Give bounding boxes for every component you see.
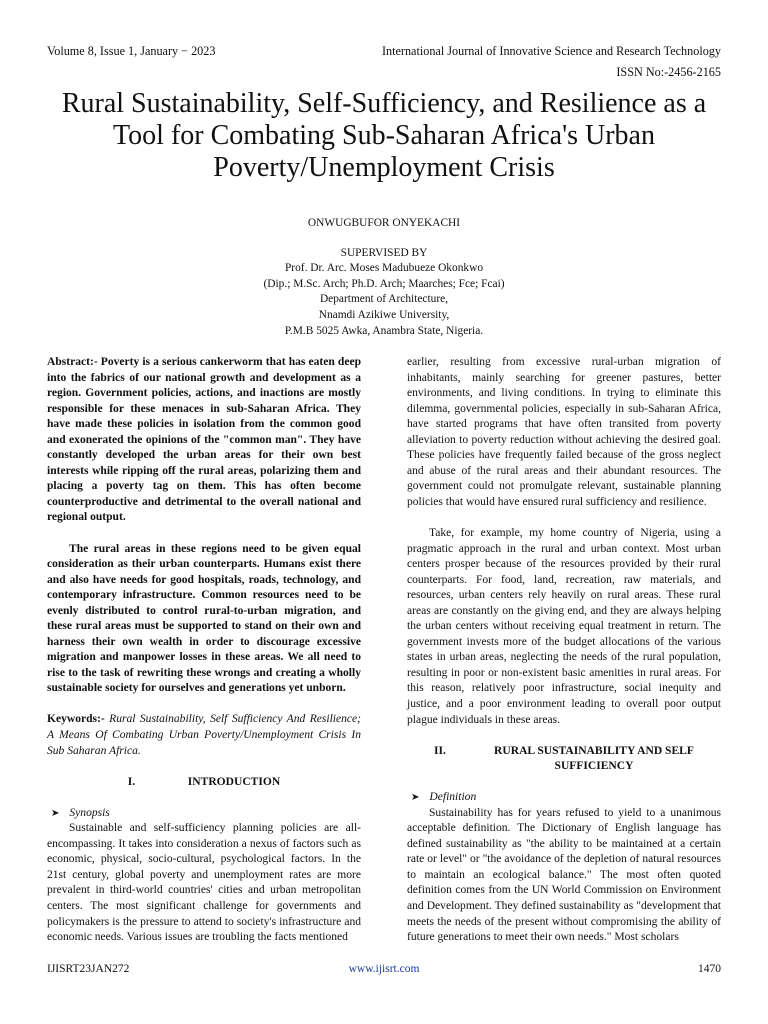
- left-column: [47, 355, 361, 946]
- arrow-bullet-icon: ➤: [51, 807, 60, 819]
- department: Department of Architecture,: [319, 293, 449, 306]
- supervisor-credentials: (Dip.; M.Sc. Arch; Ph.D. Arch; Maarches; Fce; Fcai): [263, 277, 505, 290]
- abstract-paragraph-2: The rural areas in these regions need to be given equal consideration as their urban counterparts. Humans exist there and also have needs for good hospitals, roads, technology, and contemporary infrastructure. Common resources need to be evenly distributed to control rural-to-urban migration, and these rural areas must be supported to stand on their own and harness their own wealth in order to discourage excessive migration and manpower losses in these areas. We all need to rise to the task of rewriting these wrongs and creating a wholly sustainable society for ourselves and generations yet unborn.: [47, 542, 361, 695]
- subheading-text: Synopsis: [69, 806, 110, 819]
- body-paragraph: Sustainability has for years refused to yield to a unanimous acceptable definition. The Dictionary of English language has defined sustainability as "the ability to be maintained at a certain rate or level" or "the avoidance of the depletion of natural resources to maintain an ecological balance." The most often quoted definition comes from the UN World Commission on Environment and Development. They defined sustainability as "development that meets the needs of the present without compromising the ability of future generations to meet their own needs." Most scholars: [407, 806, 721, 944]
- subheading-definition: [407, 790, 721, 806]
- section-title: [494, 744, 694, 775]
- section-heading-rural-sustainability: [407, 744, 721, 775]
- supervisor-name: Prof. Dr. Arc. Moses Madubueze Okonkwo: [284, 262, 484, 275]
- section-title-line-1: RURAL SUSTAINABILITY AND SELF: [494, 744, 694, 757]
- volume-issue: Volume 8, Issue 1, January − 2023: [47, 44, 216, 58]
- section-title: INTRODUCTION: [187, 775, 281, 788]
- section-number: II.: [434, 744, 446, 757]
- section-heading-introduction: [47, 775, 361, 791]
- keywords-label: Keywords:-: [47, 713, 105, 726]
- paper-title: Rural Sustainability, Self-Sufficiency, and Resilience as a Tool for Combating Sub-Saharan Africa's Urban Poverty/Unemployment Crisis: [61, 88, 707, 183]
- issn: ISSN No:-2456-2165: [616, 65, 721, 79]
- section-number: I.: [127, 775, 136, 788]
- subheading-text: Definition: [429, 791, 477, 804]
- paper-id: IJISRT23JAN272: [47, 963, 130, 975]
- supervised-by-label: SUPERVISED BY: [340, 246, 428, 259]
- arrow-bullet-icon: ➤: [411, 792, 420, 804]
- address: P.M.B 5025 Awka, Anambra State, Nigeria.: [284, 324, 484, 337]
- right-column: [407, 355, 721, 946]
- keywords: [47, 712, 361, 759]
- body-paragraph-2: Take, for example, my home country of Nigeria, using a pragmatic approach in the rural and urban context. Most urban centers prosper because of the resources provided by their rural counterparts. For food, land, recreation, raw materials, and resources, urban centers rely heavily on rural areas. These rural areas are constantly on the giving end, and they are always helping the urban centers without receiving equal treatment in return. The government invests more of the budget allocations of the various states in urban areas, neglecting the needs of the rural population, resulting in poor or non-existent basic amenities in rural areas. For this reason, relatively poor infrastructure, social inequity and justice, and a poor environment leading to overall poor output plague individuals in these areas.: [407, 526, 721, 726]
- author-name: ONWUGBUFOR ONYEKACHI: [307, 217, 461, 229]
- section-title-line-2: SUFFICIENCY: [554, 760, 634, 773]
- keywords-text: Rural Sustainability, Self Sufficiency And Resilience; A Means Of Combating Urban Poverty/Unemployment Crisis In Sub Saharan Africa.: [47, 713, 361, 757]
- body-paragraph: Sustainable and self-sufficiency planning policies are all-encompassing. It takes into consideration a nexus of factors such as economic, physical, socio-cultural, psychological factors. In the 21st century, global poverty and unemployment rates are more prevalent in third-world countries' cities and urban metropolitan centers. The most significant challenge for governments and policymakers is the pressure to attend to society's infrastructure and economic needs. Various issues are troubling the facts mentioned: [47, 822, 361, 944]
- journal-name: International Journal of Innovative Science and Research Technology: [381, 44, 721, 58]
- journal-url-link[interactable]: www.ijisrt.com: [348, 963, 420, 975]
- page-number: 1470: [698, 963, 721, 975]
- subheading-synopsis: [47, 806, 361, 822]
- body-paragraph-continued: earlier, resulting from excessive rural-urban migration of inhabitants, mainly searching for greener pastures, better environments, and living conditions. In trying to eliminate this dilemma, governmental policies, especially in sub-Saharan Africa, have started programs that have often transited from poverty alleviation to poverty reduction without achieving the desired goal. These policies have frequently failed because of the gross neglect and abuse of the rural areas and their abundant resources. The government could not promulgate relevant, sustainable planning policies that would have ensured rural sufficiency and resilience.: [407, 356, 721, 508]
- author-block: [140, 216, 628, 339]
- university: Nnamdi Azikiwe University,: [318, 308, 450, 321]
- abstract-paragraph: Abstract:- Poverty is a serious cankerworm that has eaten deep into the fabrics of our national growth and development as a region. Government policies, actions, and inactions are mostly responsible for these menaces in sub-Saharan Africa. They have made these policies in isolation from the common good and exonerated the opinions of the "common man". They have constantly developed the urban areas for their own best interests while ripping off the rural areas, polarizing them and placing a poverty tag on them. This has often become counterproductive and detrimental to the overall national and regional output.: [47, 356, 361, 524]
